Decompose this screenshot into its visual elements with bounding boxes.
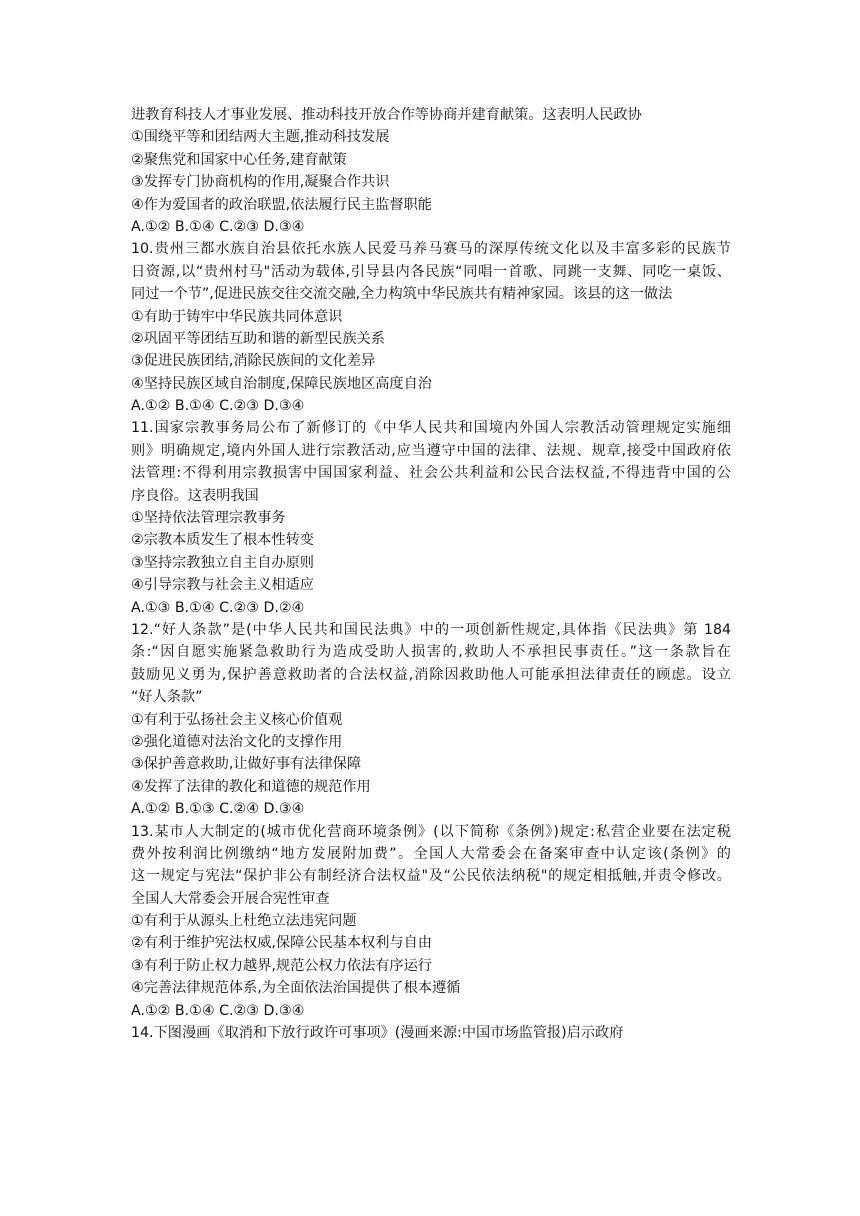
question-13-block xyxy=(131,821,731,1023)
option-4: ④引导宗教与社会主义相适应 xyxy=(131,577,314,594)
option-1: ①围绕平等和团结两大主题,推动科技发展 xyxy=(131,129,390,146)
question-stem-line: 这一规定与宪法“保护非公有制经济合法权益"及“公民依法纳税"的规定相抵触,并责令修改。 xyxy=(131,868,731,885)
option-2: ②巩固平等团结互助和谐的新型民族关系 xyxy=(131,330,385,347)
question-stem-line: 12.“好人条款”是(中华人民共和国民法典》中的一项创新性规定,具体指《民法典》第 184 xyxy=(131,621,731,638)
option-1: ①有利于弘扬社会主义核心价值观 xyxy=(131,711,343,728)
answer-choices: A.①② B.①④ C.②③ D.③④ xyxy=(131,398,305,415)
question-12-block xyxy=(131,619,731,821)
option-1: ①有利于从源头上杜绝立法违宪问题 xyxy=(131,913,357,930)
answer-choices: A.①② B.①③ C.②④ D.③④ xyxy=(131,801,305,818)
question-stem-line: 法管理:不得利用宗教损害中国国家利益、社会公共利益和公民合法权益,不得违背中国的公 xyxy=(131,465,731,482)
question-stem-line: 11.国家宗教事务局公布了新修订的《中华人民共和国境内外国人宗教活动管理规定实施细 xyxy=(131,420,731,437)
option-2: ②有利于维护宪法权威,保障公民基本权利与自由 xyxy=(131,935,432,952)
question-stem-line: “好人条款” xyxy=(131,689,203,706)
answer-choices: A.①② B.①④ C.②③ D.③④ xyxy=(131,218,305,235)
option-3: ③发挥专门协商机构的作用,凝聚合作共识 xyxy=(131,174,390,191)
question-stem-line: 鼓励见义勇为,保护善意救助者的合法权益,消除因救助他人可能承担法律责任的顾虑。设立 xyxy=(131,666,731,683)
question-10-block xyxy=(131,238,731,417)
question-stem-line: 全国人大常委会开展合宪性审查 xyxy=(131,890,330,907)
question-9-block xyxy=(131,126,731,238)
question-stem-line: 日资源,以“贵州村马"活动为载体,引导县内各民族“同唱一首歌、同跳一支舞、同吃一桌饭、 xyxy=(131,263,731,280)
option-4: ④完善法律规范体系,为全面依法治国提供了根本遵循 xyxy=(131,980,461,997)
option-4: ④作为爱国者的政治联盟,依法履行民主监督职能 xyxy=(131,196,432,213)
question-stem-line: 则》明确规定,境内外国人进行宗教活动,应当遵守中国的法律、法规、规章,接受中国政府依 xyxy=(131,442,731,459)
option-3: ③有利于防止权力越界,规范公权力依法有序运行 xyxy=(131,957,432,974)
question-stem-line: 同过一个节”,促进民族交往交流交融,全力构筑中华民族共有精神家园。该县的这一做法 xyxy=(131,286,673,303)
option-2: ②宗教本质发生了根本性转变 xyxy=(131,532,314,549)
option-3: ③坚持宗教独立自主自办原则 xyxy=(131,554,314,571)
option-1: ①有助于铸牢中华民族共同体意识 xyxy=(131,308,343,325)
option-4: ④发挥了法律的教化和道德的规范作用 xyxy=(131,778,371,795)
question-11-block xyxy=(131,417,731,619)
option-3: ③促进民族团结,消除民族间的文化差异 xyxy=(131,353,376,370)
option-2: ②强化道德对法治文化的支撑作用 xyxy=(131,733,343,750)
option-2: ②聚焦党和国家中心任务,建育献策 xyxy=(131,151,347,168)
question-stem-line: 13.某市人大制定的(城市优化营商环境条例》(以下简称《条例》)规定:私营企业要在法定税 xyxy=(131,823,731,840)
document-body xyxy=(131,104,731,1044)
option-1: ①坚持依法管理宗教事务 xyxy=(131,510,286,527)
option-3: ③保护善意救助,让做好事有法律保障 xyxy=(131,756,362,773)
question-stem-line: 10.贵州三都水族自治县依托水族人民爱马养马赛马的深厚传统文化以及丰富多彩的民族节 xyxy=(131,241,731,258)
question-stem-line: 条:“因自愿实施紧急救助行为造成受助人损害的,救助人不承担民事责任。”这一条款旨在 xyxy=(131,644,731,661)
question-stem-line: 费外按利润比例缴纳“地方发展附加费”。全国人大常委会在备案审查中认定该(条例》的 xyxy=(131,845,731,862)
question-stem-line: 序良俗。这表明我国 xyxy=(131,487,259,504)
intro-line: 进教育科技人才事业发展、推动科技开放合作等协商并建育献策。这表明人民政协 xyxy=(131,107,642,123)
option-4: ④坚持民族区域自治制度,保障民族地区高度自治 xyxy=(131,375,432,392)
question-14-stem: 14.下图漫画《取消和下放行政许可事项》(漫画来源:中国市场监管报)启示政府 xyxy=(131,1025,624,1042)
answer-choices: A.①③ B.①④ C.②③ D.②④ xyxy=(131,599,305,616)
answer-choices: A.①② B.①④ C.②③ D.③④ xyxy=(131,1002,305,1019)
